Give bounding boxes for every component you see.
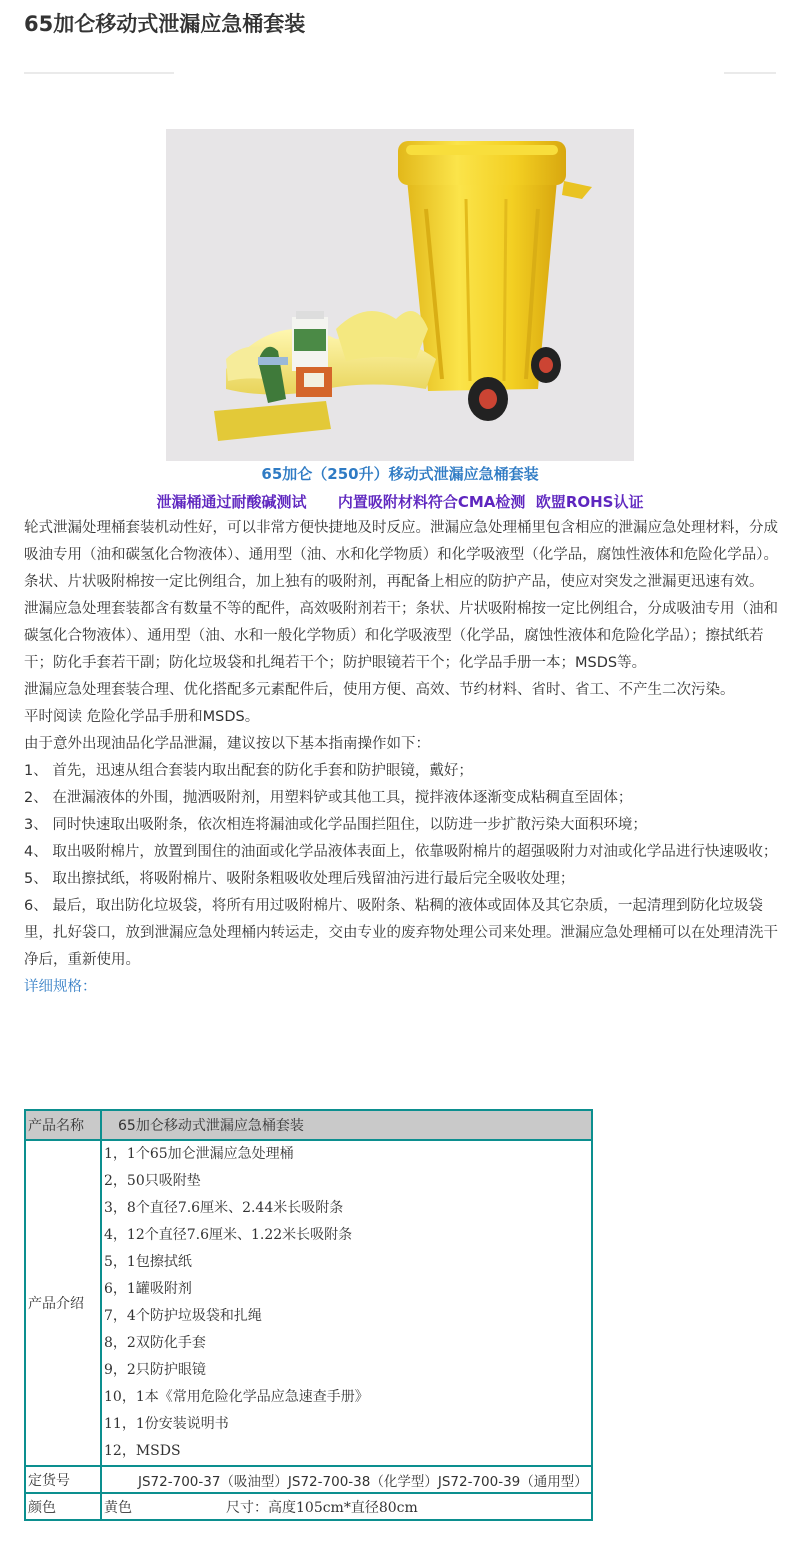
name-value: 65加仑移动式泄漏应急桶套装 (101, 1110, 592, 1140)
list-item: 7，4个防护垃圾袋和扎绳 (104, 1308, 262, 1324)
paragraph: 平时阅读 危险化学品手册和MSDS。 (24, 709, 260, 725)
paragraph: 轮式泄漏处理桶套装机动性好，可以非常方便快捷地及时反应。泄漏应急处理桶里包含相应的泄漏应急处理材料，分成吸油专用（油和碳氢化合物液体）、通用型（油、水和化学物质）和化学吸液型（化学品，腐蚀性液体和危险化学品）。条状、片状吸附棉按一定比例组合，加上独有的吸附剂，再配备上相应的防护产品，使应对突发之泄漏更迅速有效。 (24, 520, 778, 590)
list-item: 12，MSDS (104, 1443, 181, 1459)
table-row (25, 1110, 592, 1140)
color-key: 颜色 (25, 1493, 101, 1520)
product-description (24, 515, 779, 1001)
code-value: JS72-700-37（吸油型）JS72-700-38（化学型）JS72-700-39（通用型） (101, 1466, 592, 1493)
page-title: 65加仑移动式泄漏应急桶套装 (24, 12, 306, 36)
list-item: 8，2双防化手套 (104, 1335, 206, 1351)
faint-divider (24, 44, 776, 70)
caption-certifications: 泄漏桶通过耐酸碱测试 内置吸附材料符合CMA检测 欧盟ROHS认证 (156, 493, 644, 511)
spill-kit-drum-photo (166, 129, 634, 461)
step-6: 6、 最后，取出防化垃圾袋，将所有用过吸附棉片、吸附条、粘稠的液体或固体及其它杂质，一起清理到防化垃圾袋里，扎好袋口，放到泄漏应急处理桶内转运走，交由专业的废弃物处理公司来处理。泄漏应急处理桶可以在处理清洗干净后，重新使用。 (24, 898, 778, 968)
step-2: 2、 在泄漏液体的外围，抛洒吸附剂，用塑料铲或其他工具，搅拌液体逐渐变成粘稠直至固体； (24, 790, 633, 806)
list-item: 2，50只吸附垫 (104, 1173, 201, 1189)
list-item: 10，1本《常用危险化学品应急速查手册》 (104, 1389, 369, 1405)
list-item: 9，2只防护眼镜 (104, 1362, 206, 1378)
spec-label: 详细规格： (24, 979, 97, 995)
intro-key: 产品介绍 (25, 1140, 101, 1466)
paragraph: 由于意外出现油品化学品泄漏，建议按以下基本指南操作如下： (24, 736, 430, 752)
step-4: 4、 取出吸附棉片，放置到围住的油面或化学品液体表面上，依靠吸附棉片的超强吸附力对油或化学品进行快速吸收； (24, 844, 778, 860)
paragraph: 泄漏应急处理套装都含有数量不等的配件，高效吸附剂若干；条状、片状吸附棉按一定比例组合，分成吸油专用（油和碳氢化合物液体）、通用型（油、水和一般化学物质）和化学吸液型（化学品，腐蚀性液体和危险化学品）；擦拭纸若干；防化手套若干副；防化垃圾袋和扎绳若干个；防护眼镜若干个；化学品手册一本；MSDS等。 (24, 601, 778, 671)
caption-product-title: 65加仑（250升）移动式泄漏应急桶套装 (261, 465, 539, 483)
code-key: 定货号 (25, 1466, 101, 1493)
spec-table (24, 1109, 593, 1521)
step-5: 5、 取出擦拭纸，将吸附棉片、吸附条粗吸收处理后残留油污进行最后完全吸收处理； (24, 871, 575, 887)
list-item: 5，1包擦拭纸 (104, 1254, 192, 1270)
list-item: 4，12个直径7.6厘米、1.22米长吸附条 (104, 1227, 353, 1243)
spill-kit-illustration (166, 129, 634, 461)
intro-list (101, 1140, 592, 1466)
paragraph: 泄漏应急处理套装合理、优化搭配多元素配件后，使用方便、高效、节约材料、省时、省工、不产生二次污染。 (24, 682, 735, 698)
name-key: 产品名称 (25, 1110, 101, 1140)
list-item: 6，1罐吸附剂 (104, 1281, 192, 1297)
table-row (25, 1466, 592, 1493)
table-row (25, 1140, 592, 1466)
list-item: 11，1份安装说明书 (104, 1416, 229, 1432)
list-item: 1，1个65加仑泄漏应急处理桶 (104, 1146, 294, 1162)
size-value: 尺寸：高度105cm*直径80cm (224, 1493, 592, 1520)
table-row (25, 1493, 592, 1520)
step-3: 3、 同时快速取出吸附条，依次相连将漏油或化学品围拦阻住，以防进一步扩散污染大面积环境； (24, 817, 647, 833)
list-item: 3，8个直径7.6厘米、2.44米长吸附条 (104, 1200, 344, 1216)
color-value: 黄色 (101, 1493, 224, 1520)
step-1: 1、 首先，迅速从组合套装内取出配套的防化手套和防护眼镜，戴好； (24, 763, 473, 779)
